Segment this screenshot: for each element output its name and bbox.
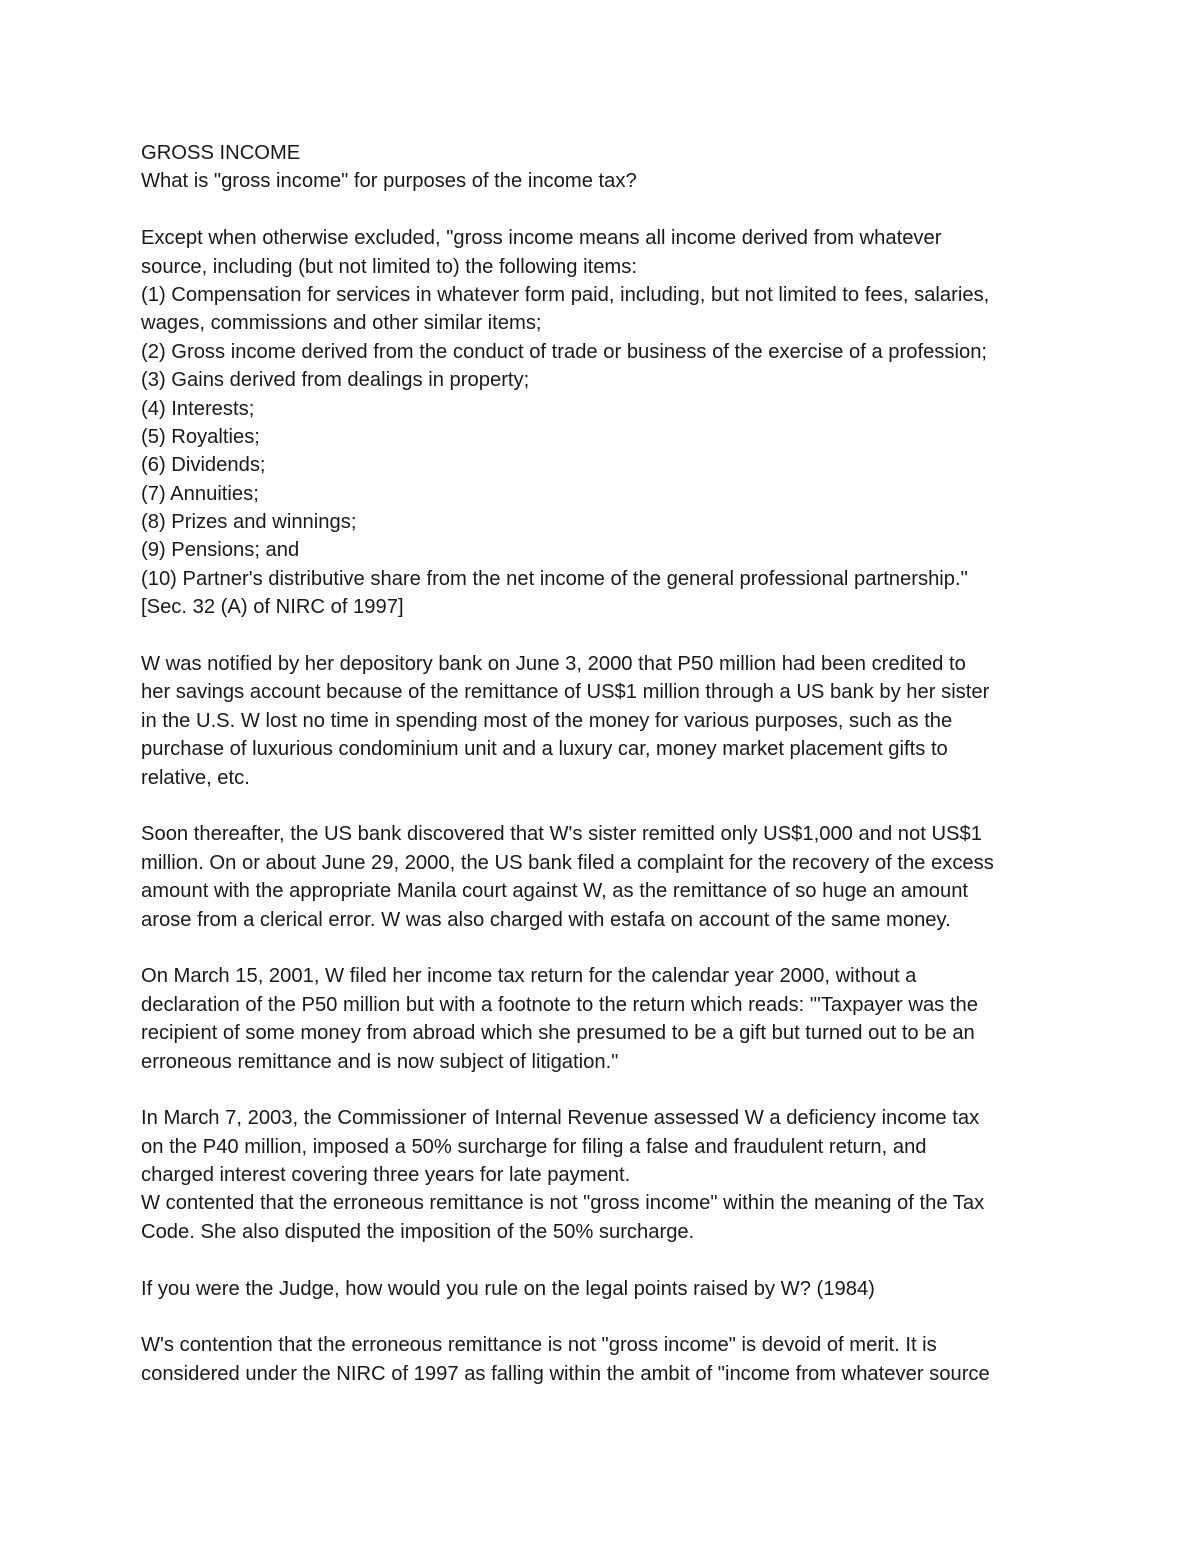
paragraph-gap bbox=[141, 792, 1066, 820]
case-line: on the P40 million, imposed a 50% surcharge for filing a false and fraudulent return, and bbox=[141, 1135, 927, 1158]
case-line: W contented that the erroneous remittance is not "gross income" within the meaning of the Tax bbox=[141, 1192, 985, 1215]
case-line: charged interest covering three years for late payment. bbox=[141, 1164, 631, 1187]
definition-item-line: (10) Partner's distributive share from the net income of the general professional partnership." bbox=[141, 567, 968, 590]
case-line: recipient of some money from abroad which she presumed to be a gift but turned out to be an bbox=[141, 1022, 975, 1045]
case-line: declaration of the P50 million but with a footnote to the return which reads: "'Taxpayer was the bbox=[141, 993, 978, 1016]
case-line: her savings account because of the remittance of US$1 million through a US bank by her sister bbox=[141, 681, 990, 704]
question-line: What is "gross income" for purposes of the income tax? bbox=[141, 170, 637, 193]
case-paragraph bbox=[141, 1104, 1066, 1246]
definition-item-line: (1) Compensation for services in whatever form paid, including, but not limited to fees, salaries, bbox=[141, 283, 990, 306]
answer-line: W's contention that the erroneous remittance is not "gross income" is devoid of merit. It is bbox=[141, 1334, 937, 1357]
case-paragraph bbox=[141, 820, 1066, 934]
case-paragraph bbox=[141, 962, 1066, 1076]
definition-intro-line: Except when otherwise excluded, "gross income means all income derived from whatever bbox=[141, 227, 942, 250]
definition-citation: [Sec. 32 (A) of NIRC of 1997] bbox=[141, 596, 404, 619]
case-line: arose from a clerical error. W was also charged with estafa on account of the same money. bbox=[141, 908, 951, 931]
document-title: GROSS INCOME bbox=[141, 142, 301, 164]
paragraph-gap bbox=[141, 1303, 1066, 1331]
definition-item-line: wages, commissions and other similar items; bbox=[141, 312, 542, 335]
paragraph-gap bbox=[141, 196, 1066, 224]
answer-line: considered under the NIRC of 1997 as falling within the ambit of "income from whatever source bbox=[141, 1362, 990, 1385]
paragraph-gap bbox=[141, 1246, 1066, 1274]
case-line: W was notified by her depository bank on June 3, 2000 that P50 million had been credited to bbox=[141, 653, 966, 676]
ruling-question: If you were the Judge, how would you rule on the legal points raised by W? (1984) bbox=[141, 1277, 875, 1300]
answer-paragraph bbox=[141, 1331, 1066, 1388]
case-line: Soon thereafter, the US bank discovered that W's sister remitted only US$1,000 and not US$1 bbox=[141, 823, 982, 846]
definition-item-line: (5) Royalties; bbox=[141, 425, 260, 448]
case-line: purchase of luxurious condominium unit and a luxury car, money market placement gifts to bbox=[141, 738, 948, 761]
case-line: In March 7, 2003, the Commissioner of Internal Revenue assessed W a deficiency income tax bbox=[141, 1107, 980, 1130]
case-line: relative, etc. bbox=[141, 766, 250, 789]
case-line: erroneous remittance and is now subject of litigation." bbox=[141, 1050, 619, 1073]
definition-paragraph bbox=[141, 224, 1066, 621]
definition-item-line: (3) Gains derived from dealings in property; bbox=[141, 369, 530, 392]
case-line: Code. She also disputed the imposition of the 50% surcharge. bbox=[141, 1220, 695, 1243]
case-line: On March 15, 2001, W filed her income tax return for the calendar year 2000, without a bbox=[141, 965, 917, 988]
definition-item-line: (9) Pensions; and bbox=[141, 539, 300, 562]
definition-item-line: (6) Dividends; bbox=[141, 454, 266, 477]
paragraph-gap bbox=[141, 1076, 1066, 1104]
definition-item-line: (4) Interests; bbox=[141, 397, 255, 420]
definition-intro-line: source, including (but not limited to) the following items: bbox=[141, 255, 637, 278]
case-line: amount with the appropriate Manila court against W, as the remittance of so huge an amount bbox=[141, 880, 969, 903]
definition-item-line: (8) Prizes and winnings; bbox=[141, 511, 357, 534]
paragraph-gap bbox=[141, 622, 1066, 650]
case-paragraph bbox=[141, 650, 1066, 792]
case-line: million. On or about June 29, 2000, the US bank filed a complaint for the recovery of the excess bbox=[141, 851, 994, 874]
paragraph-gap bbox=[141, 934, 1066, 962]
document-body bbox=[141, 139, 1066, 1388]
case-line: in the U.S. W lost no time in spending most of the money for various purposes, such as the bbox=[141, 709, 953, 732]
definition-item-line: (2) Gross income derived from the conduct of trade or business of the exercise of a profession; bbox=[141, 340, 988, 363]
definition-item-line: (7) Annuities; bbox=[141, 482, 259, 505]
